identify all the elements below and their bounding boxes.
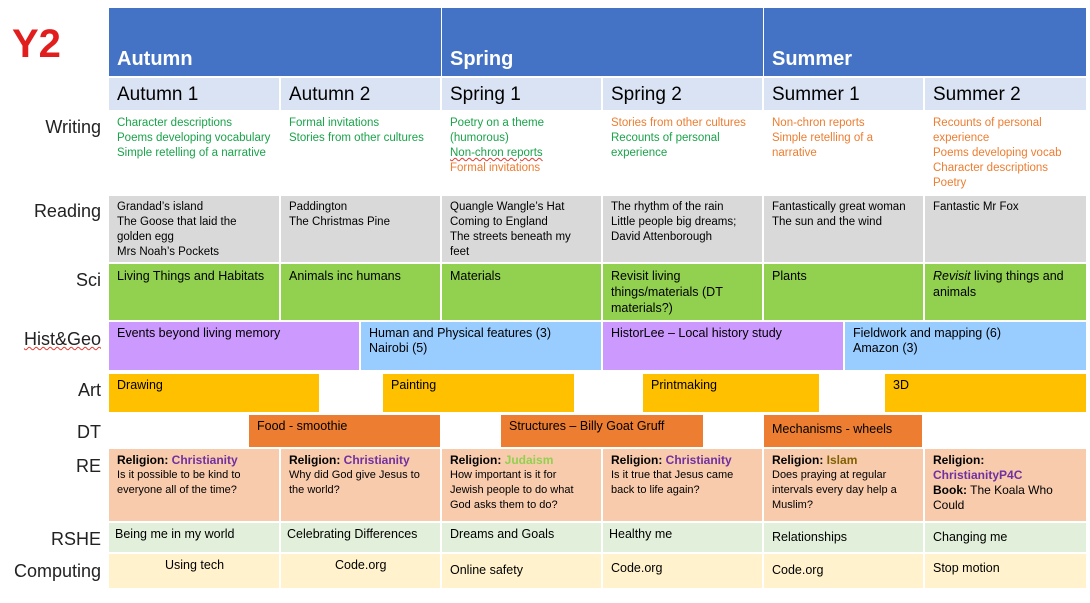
computing-autumn-2: Code.org (281, 554, 442, 588)
computing-summer-1: Code.org (764, 554, 925, 588)
sci-spring-1: Materials (442, 264, 603, 320)
rshe-autumn-1: Being me in my world (109, 523, 281, 552)
writing-summer-1: Non-chron reports Simple retelling of a narrative (764, 112, 925, 194)
season-summer: Summer (764, 8, 1086, 76)
season-spring: Spring (442, 8, 764, 76)
dt-mechanisms: Mechanisms - wheels (764, 415, 922, 447)
rshe-spring-2: Healthy me (603, 523, 764, 552)
rshe-summer-1: Relationships (764, 523, 925, 552)
art-painting: Painting (383, 374, 574, 412)
rshe-spring-1: Dreams and Goals (442, 523, 603, 552)
reading-summer-1: Fantastically great woman The sun and the wind (764, 196, 925, 262)
geo-fieldwork-mapping: Fieldwork and mapping (6) Amazon (3) (845, 322, 1086, 370)
rshe-summer-2: Changing me (925, 523, 1086, 552)
hist-events-beyond-memory: Events beyond living memory (109, 322, 361, 370)
computing-spring-1: Online safety (442, 554, 603, 588)
term-summer-1: Summer 1 (764, 78, 925, 110)
term-spring-2: Spring 2 (603, 78, 764, 110)
row-label-histgeo: Hist&Geo (23, 329, 101, 349)
reading-autumn-2: Paddington The Christmas Pine (281, 196, 442, 262)
reading-summer-2: Fantastic Mr Fox (925, 196, 1086, 262)
sci-spring-2: Revisit living things/materials (DT materials?) (603, 264, 764, 320)
re-spring-2: Religion: Christianity Is it true that Jesus came back to life again? (603, 449, 764, 521)
term-autumn-1: Autumn 1 (109, 78, 281, 110)
geo-human-physical: Human and Physical features (3) Nairobi (5) (361, 322, 603, 370)
row-label-computing: Computing (13, 561, 101, 581)
row-label-reading: Reading (33, 201, 101, 221)
rshe-autumn-2: Celebrating Differences (281, 523, 442, 552)
reading-spring-2: The rhythm of the rain Little people big dreams; David Attenborough (603, 196, 764, 262)
reading-autumn-1: Grandad’s island The Goose that laid the golden egg Mrs Noah’s Pockets (109, 196, 281, 262)
computing-autumn-1: Using tech (109, 554, 281, 588)
row-label-writing: Writing (45, 117, 101, 137)
re-summer-2: Religion: ChristianityP4C Book: The Koala Who Could (925, 449, 1086, 521)
art-3d: 3D (885, 374, 1086, 412)
row-label-art: Art (77, 380, 101, 400)
row-label-sci: Sci (75, 270, 101, 290)
sci-autumn-2: Animals inc humans (281, 264, 442, 320)
art-printmaking: Printmaking (643, 374, 819, 412)
season-autumn: Autumn (109, 8, 442, 76)
art-drawing: Drawing (109, 374, 319, 412)
writing-summer-2: Recounts of personal experience Poems developing vocab Character descriptions Poetry (933, 117, 1062, 189)
row-label-dt: DT (77, 422, 101, 442)
term-spring-1: Spring 1 (442, 78, 603, 110)
sci-autumn-1: Living Things and Habitats (109, 264, 281, 320)
term-autumn-2: Autumn 2 (281, 78, 442, 110)
dt-structures: Structures – Billy Goat Gruff (501, 415, 703, 447)
dt-food-smoothie: Food - smoothie (249, 415, 440, 447)
writing-autumn-1: Character descriptions Poems developing vocabulary Simple retelling of a narrative (109, 112, 281, 194)
term-summer-2: Summer 2 (925, 78, 1086, 110)
sci-summer-2: Revisit living things and animals (925, 264, 1086, 320)
re-spring-1: Religion: Judaism How important is it for Jewish people to do what God asks them to do? (442, 449, 603, 521)
sci-summer-1: Plants (764, 264, 925, 320)
row-label-re: RE (75, 456, 101, 476)
writing-spring-1: Poetry on a theme (humorous) Non-chron reports Formal invitations (442, 112, 603, 194)
hist-local-history: HistorLee – Local history study (603, 322, 845, 370)
year-title: Y2 (12, 22, 61, 66)
row-label-rshe: RSHE (50, 529, 101, 549)
writing-autumn-2: Formal invitations Stories from other cultures (281, 112, 442, 194)
re-summer-1: Religion: Islam Does praying at regular intervals every day help a Muslim? (764, 449, 925, 521)
computing-summer-2: Stop motion (925, 554, 1086, 588)
computing-spring-2: Code.org (603, 554, 764, 588)
re-autumn-2: Religion: Christianity Why did God give Jesus to the world? (281, 449, 442, 521)
re-autumn-1: Religion: Christianity Is it possible to be kind to everyone all of the time? (109, 449, 281, 521)
writing-spring-2: Stories from other cultures Recounts of personal experience (603, 112, 764, 194)
reading-spring-1: Quangle Wangle’s Hat Coming to England The streets beneath my feet (442, 196, 603, 262)
